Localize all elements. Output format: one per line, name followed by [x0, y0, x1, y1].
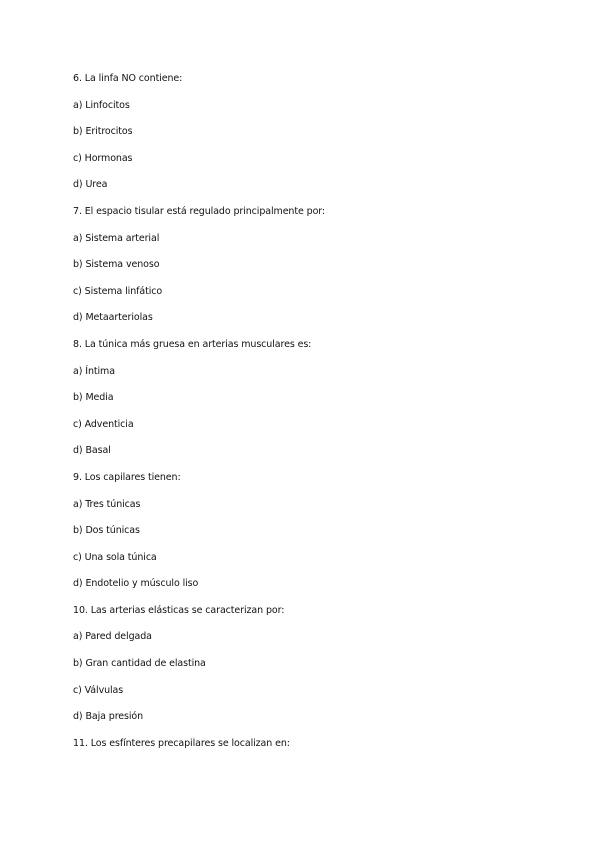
question-list — [73, 70, 553, 761]
question-8: 8. La túnica más gruesa en arterias musculares es: — [73, 338, 312, 350]
answer-option: d) Basal — [73, 445, 111, 457]
question-10: 10. Las arterias elásticas se caracterizan por: — [73, 604, 285, 616]
answer-option: d) Urea — [73, 179, 108, 191]
answer-option: d) Endotelio y músculo liso — [73, 578, 199, 590]
answer-option: c) Hormonas — [73, 152, 133, 164]
answer-option: a) Linfocitos — [73, 99, 130, 111]
answer-option: c) Adventicia — [73, 418, 134, 430]
answer-option: b) Dos túnicas — [73, 525, 140, 537]
answer-option: b) Sistema venoso — [73, 259, 160, 271]
answer-option: b) Eritrocitos — [73, 126, 133, 138]
answer-option: a) Íntima — [73, 365, 115, 377]
answer-option: c) Sistema linfático — [73, 285, 163, 297]
answer-option: b) Media — [73, 392, 114, 404]
answer-option: c) Una sola túnica — [73, 551, 157, 563]
answer-option: a) Pared delgada — [73, 631, 152, 643]
question-11: 11. Los esfínteres precapilares se localizan en: — [73, 737, 290, 749]
question-6: 6. La linfa NO contiene: — [73, 73, 183, 84]
question-7: 7. El espacio tisular está regulado principalmente por: — [73, 205, 326, 217]
answer-option: c) Válvulas — [73, 684, 124, 696]
answer-option: b) Gran cantidad de elastina — [73, 658, 206, 670]
question-9: 9. Los capilares tienen: — [73, 471, 181, 483]
answer-option: a) Tres túnicas — [73, 498, 141, 510]
answer-option: a) Sistema arterial — [73, 232, 160, 244]
answer-option: d) Metaarteriolas — [73, 312, 153, 324]
answer-option: d) Baja presión — [73, 711, 144, 723]
